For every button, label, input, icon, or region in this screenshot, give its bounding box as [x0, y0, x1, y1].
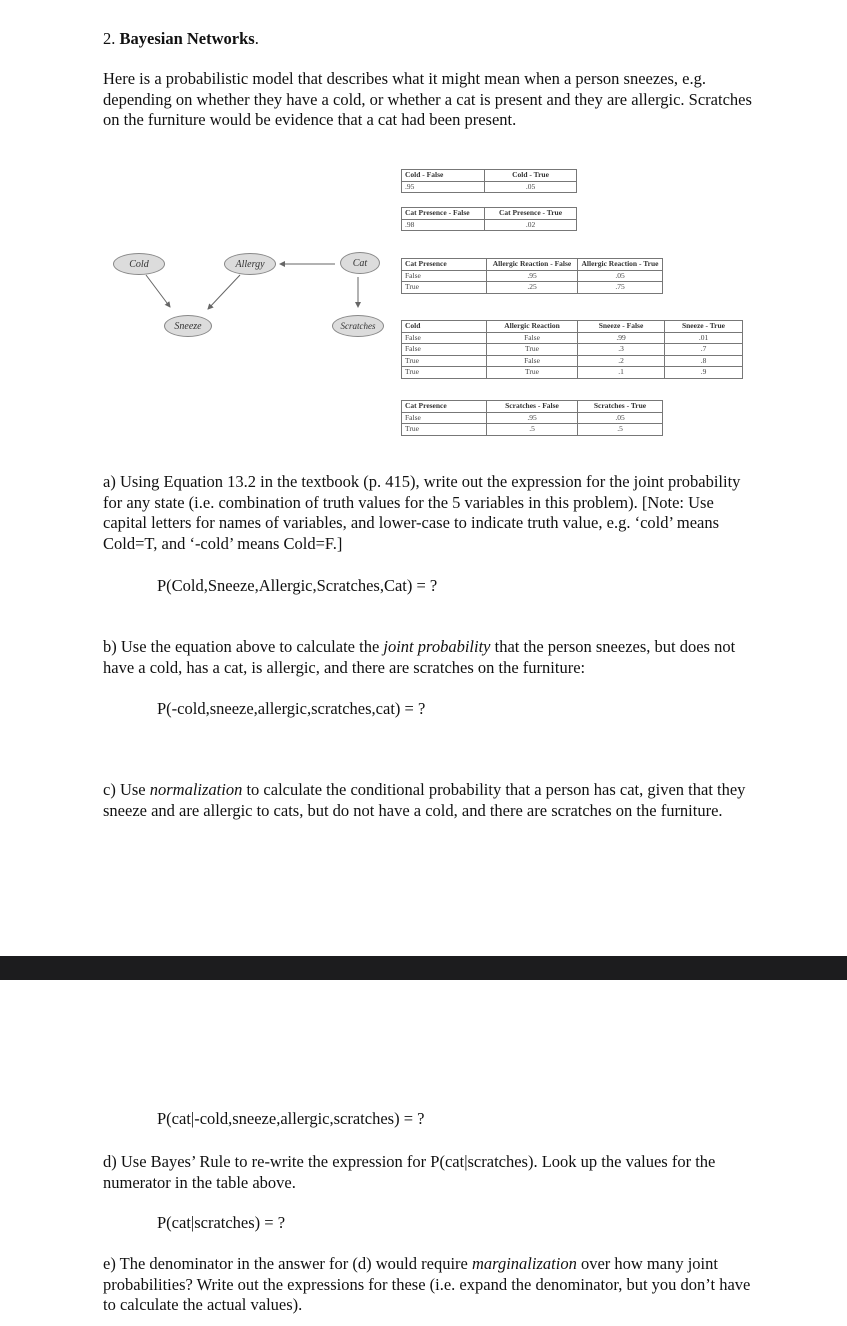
- cpt-sneeze-header: Sneeze - True: [665, 321, 743, 333]
- question-b-text: b) Use the equation above to calculate the joint probability that the person sneezes, but does not have a cold, has a cat, is allergic, and there are scratches on the furniture:: [103, 637, 736, 677]
- cpt-sneeze-header: Cold: [402, 321, 487, 333]
- cpt-cat-cell: .02: [485, 219, 577, 231]
- cpt-sneeze: [401, 320, 743, 379]
- cpt-scratches-cell: True: [402, 424, 487, 436]
- cpt-allergy-cell: .25: [487, 282, 578, 294]
- cpt-cold: [401, 169, 577, 193]
- cpt-scratches-header: Scratches - False: [487, 401, 578, 413]
- question-d-text: d) Use Bayes’ Rule to re-write the expression for P(cat|scratches). Look up the values for the numerator in the table above.: [103, 1152, 716, 1192]
- question-a-text: a) Using Equation 13.2 in the textbook (p. 415), write out the expression for the joint probability for any state (i.e. combination of truth values for the 5 variables in this problem). [Note: Use capital letters for names of variables, and lower-case to indicate truth value, e.g. ‘cold’ means Cold=T, and ‘-cold’ means Cold=F.]: [103, 472, 741, 553]
- node-allergy: Allergy: [224, 253, 276, 275]
- emphasis-normalization: normalization: [149, 780, 243, 799]
- question-c-text: c) Use normalization to calculate the conditional probability that a person has cat, given that they sneeze and are allergic to cats, but do not have a cold, and there are scratches on the furniture.: [103, 780, 746, 820]
- cpt-sneeze-cell: True: [402, 367, 487, 379]
- cpt-allergy-cell: True: [402, 282, 487, 294]
- cpt-allergy-header: Allergic Reaction - False: [487, 259, 578, 271]
- question-c-equation: P(cat|-cold,sneeze,allergic,scratches) = ?: [157, 1109, 425, 1128]
- cpt-sneeze-cell: .7: [665, 344, 743, 356]
- cpt-scratches-cell: False: [402, 412, 487, 424]
- cpt-sneeze-header: Allergic Reaction: [487, 321, 578, 333]
- cpt-sneeze-cell: True: [402, 355, 487, 367]
- node-sneeze: Sneeze: [164, 315, 212, 337]
- cpt-sneeze-cell: False: [487, 355, 578, 367]
- node-scratches: Scratches: [332, 315, 384, 337]
- cpt-allergy-cell: False: [402, 270, 487, 282]
- cpt-cold-cell: .05: [485, 181, 577, 193]
- cpt-sneeze-cell: True: [487, 367, 578, 379]
- cpt-allergy-header: Allergic Reaction - True: [578, 259, 663, 271]
- cpt-allergy-cell: .05: [578, 270, 663, 282]
- cpt-sneeze-cell: .3: [578, 344, 665, 356]
- question-a-equation: P(Cold,Sneeze,Allergic,Scratches,Cat) = ?: [157, 576, 438, 595]
- cpt-sneeze-header: Sneeze - False: [578, 321, 665, 333]
- edge-allergy-sneeze: [208, 275, 240, 309]
- cpt-allergy-header: Cat Presence: [402, 259, 487, 271]
- cpt-sneeze-cell: .8: [665, 355, 743, 367]
- cpt-cold-header: Cold - False: [402, 170, 485, 182]
- intro-paragraph: Here is a probabilistic model that describes what it might mean when a person sneezes, e.g. depending on whether they have a cold, or whether a cat is present and they are allergic. Scratches on the furniture would be evidence that a cat had been present.: [103, 69, 752, 129]
- question-b-equation: P(-cold,sneeze,allergic,scratches,cat) = ?: [157, 699, 426, 718]
- cpt-allergy-cell: .95: [487, 270, 578, 282]
- section-heading: Bayesian Networks: [119, 29, 255, 48]
- cpt-allergic-reaction: [401, 258, 663, 294]
- emphasis-marginalization: marginalization: [472, 1254, 577, 1273]
- cpt-sneeze-cell: False: [402, 344, 487, 356]
- edge-cold-sneeze: [146, 275, 170, 307]
- cpt-cat-header: Cat Presence - False: [402, 208, 485, 220]
- cpt-sneeze-cell: .99: [578, 332, 665, 344]
- cpt-scratches-cell: .5: [578, 424, 663, 436]
- node-cold: Cold: [113, 253, 165, 275]
- cpt-cold-cell: .95: [402, 181, 485, 193]
- cpt-scratches-cell: .5: [487, 424, 578, 436]
- section-title: 2. Bayesian Networks.: [103, 29, 259, 48]
- cpt-sneeze-cell: False: [402, 332, 487, 344]
- bayes-network-diagram: [110, 245, 390, 355]
- question-d-equation: P(cat|scratches) = ?: [157, 1213, 286, 1232]
- cpt-sneeze-cell: .2: [578, 355, 665, 367]
- cpt-sneeze-cell: .1: [578, 367, 665, 379]
- page-divider-bar: [0, 956, 847, 980]
- question-e-text: e) The denominator in the answer for (d) would require marginalization over how many joint probabilities? Write out the expressions for these (i.e. expand the denominator, but you don’t have to calculate the actual values).: [103, 1254, 751, 1314]
- cpt-sneeze-cell: True: [487, 344, 578, 356]
- cpt-sneeze-cell: .01: [665, 332, 743, 344]
- cpt-scratches-cell: .95: [487, 412, 578, 424]
- node-cat: Cat: [340, 252, 380, 274]
- cpt-cat-presence: [401, 207, 577, 231]
- cpt-scratches-header: Cat Presence: [402, 401, 487, 413]
- cpt-sneeze-cell: False: [487, 332, 578, 344]
- cpt-cold-header: Cold - True: [485, 170, 577, 182]
- cpt-scratches: [401, 400, 663, 436]
- cpt-sneeze-cell: .9: [665, 367, 743, 379]
- cpt-scratches-cell: .05: [578, 412, 663, 424]
- emphasis-joint-probability: joint probability: [383, 637, 491, 656]
- cpt-cat-header: Cat Presence - True: [485, 208, 577, 220]
- cpt-cat-cell: .98: [402, 219, 485, 231]
- cpt-allergy-cell: .75: [578, 282, 663, 294]
- cpt-scratches-header: Scratches - True: [578, 401, 663, 413]
